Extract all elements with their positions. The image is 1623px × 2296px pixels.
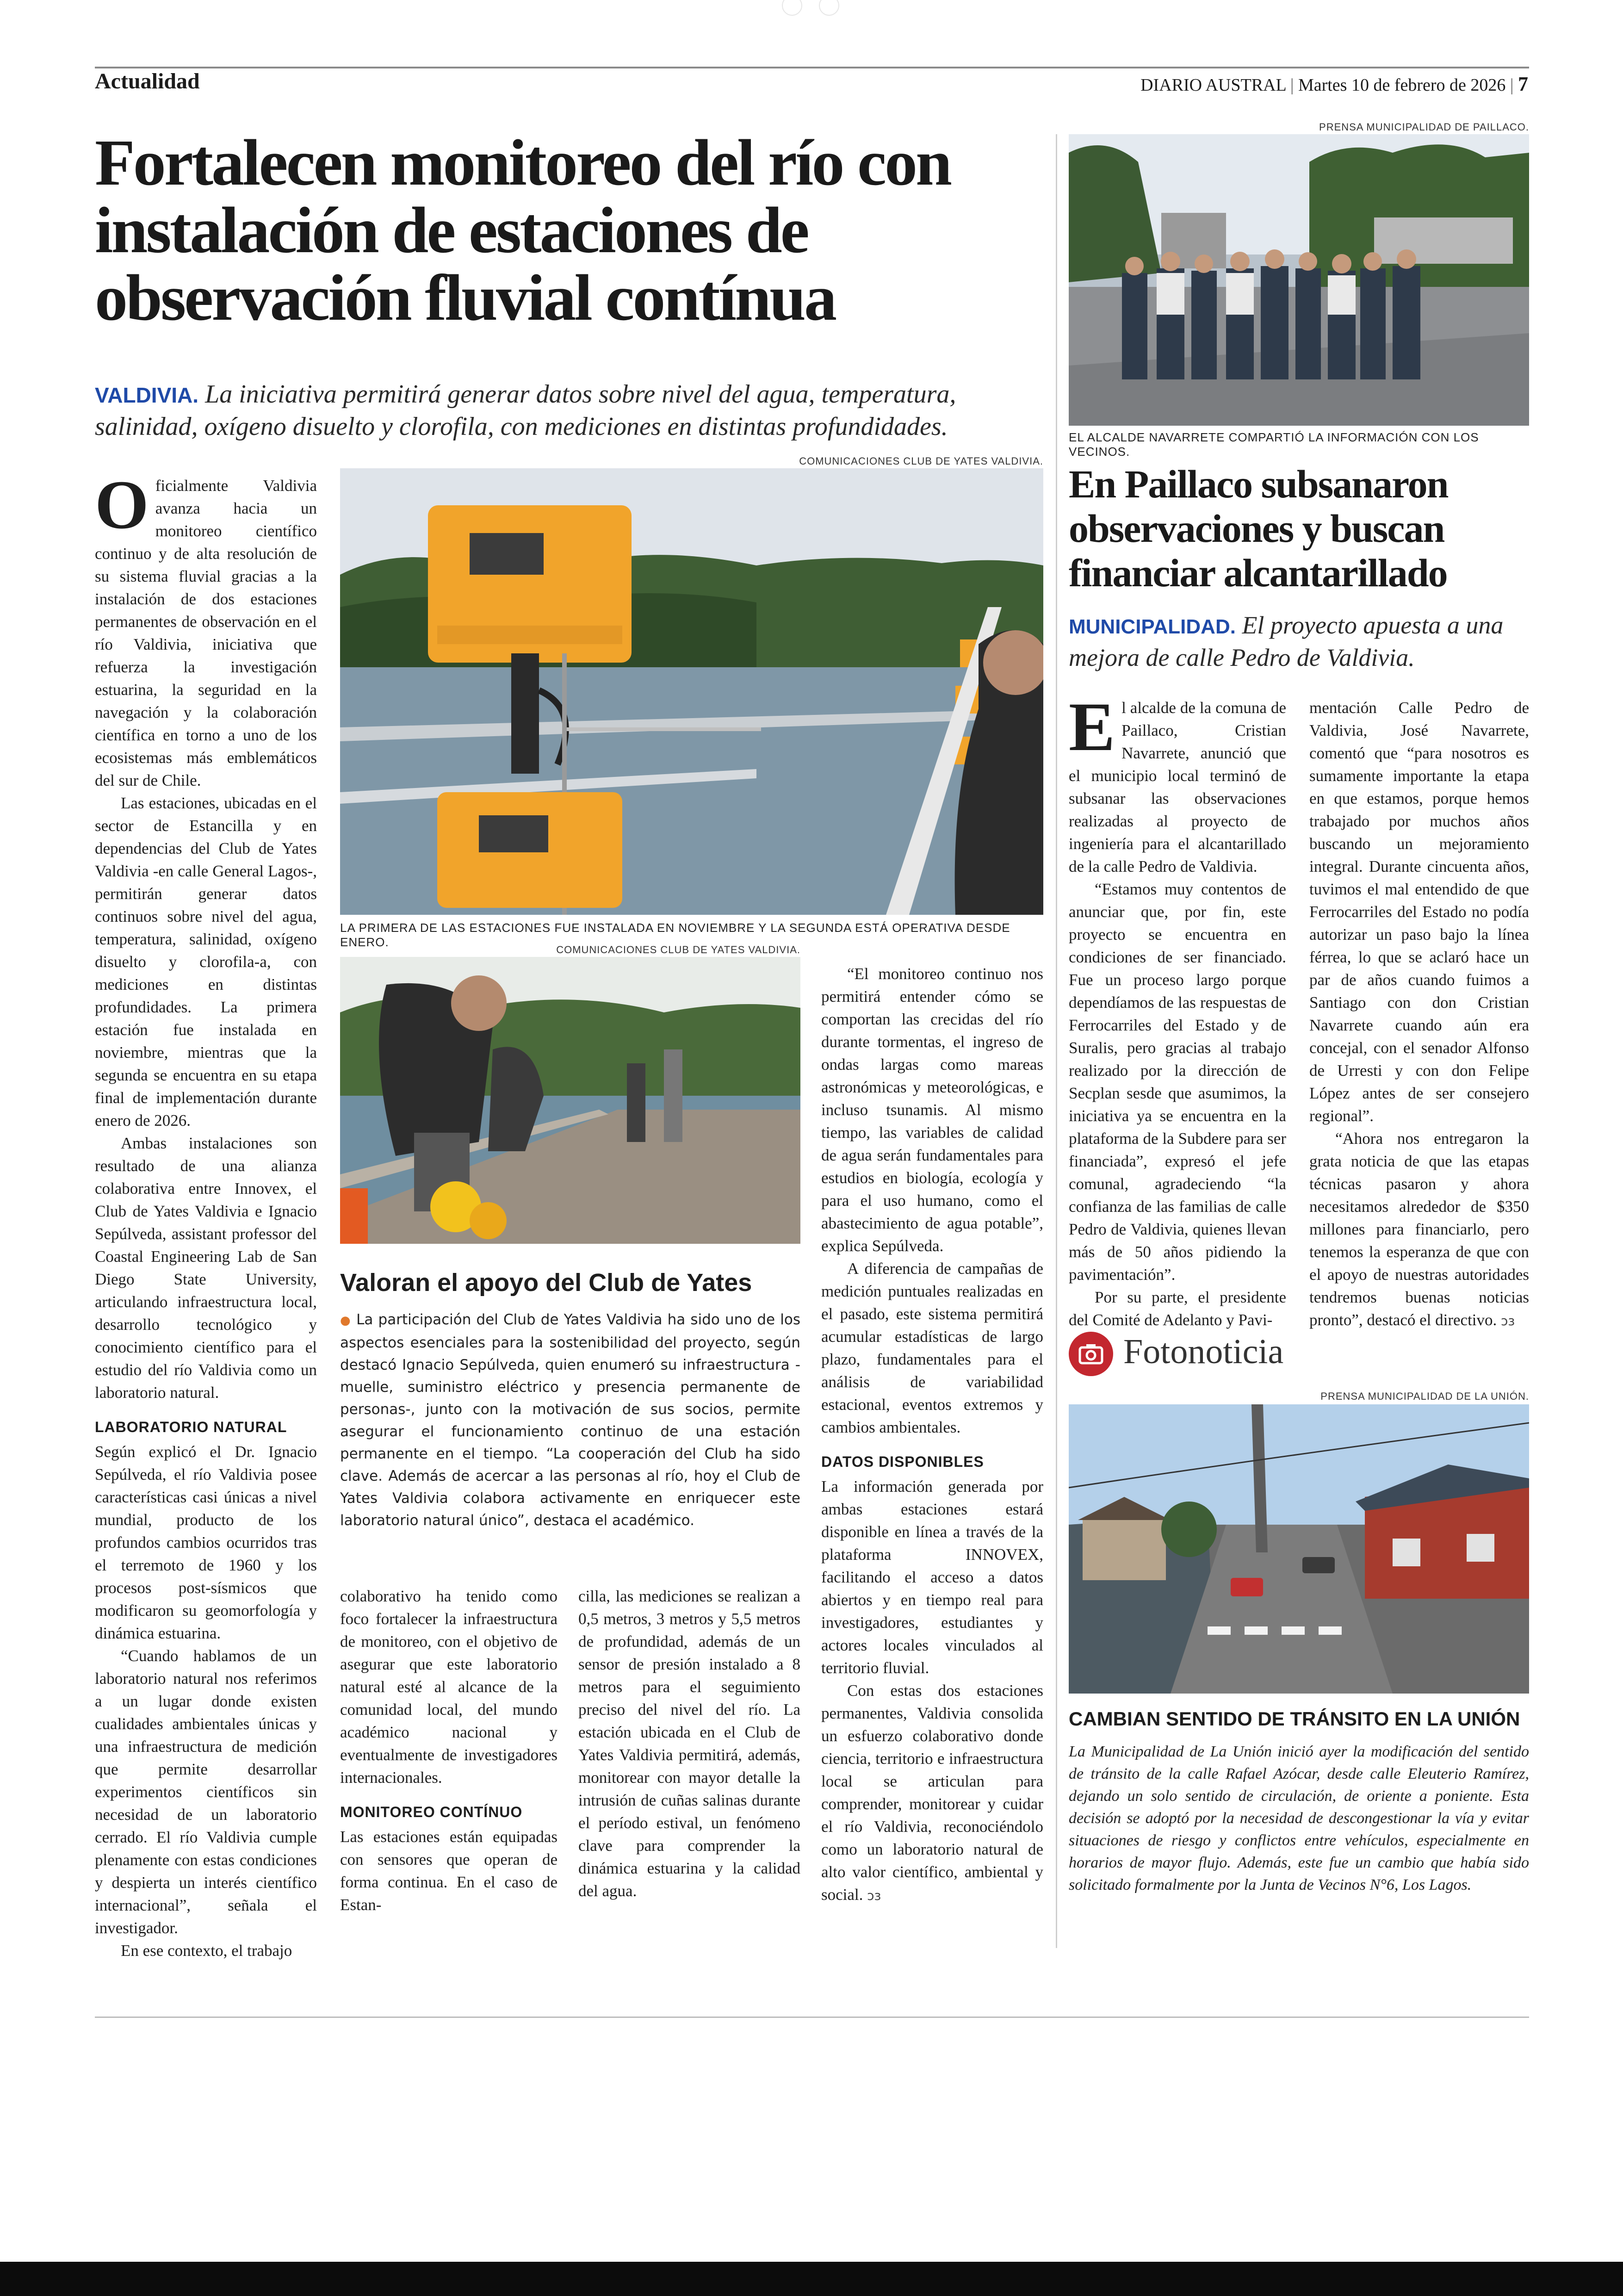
header-masthead: DIARIO AUSTRAL | Martes 10 de febrero de 2026 | 7 [1140,73,1528,95]
paillaco-photo-credit: PRENSA MUNICIPALIDAD DE PAILLACO. [1319,121,1529,133]
fotonoticia-header [1069,1328,1529,1374]
page-nav-dots [782,0,847,14]
paillaco-headline: En Paillaco subsanaron observaciones y buscan financiar alcantarillado [1069,462,1448,595]
photo1-credit: COMUNICACIONES CLUB DE YATES VALDIVIA. [799,455,1043,467]
main-column-1 [95,466,317,1962]
paillaco-deck [1069,610,1529,673]
paillaco-photo-caption: EL ALCALDE NAVARRETE COMPARTIÓ LA INFORMACIÓN CON LOS VECINOS. [1069,430,1479,459]
main-paragraph: En ese contexto, el trabajo [121,1942,292,1960]
nav-next-icon[interactable] [819,0,839,16]
footer-rule [95,2017,1529,2018]
main-lead-paragraph: Oficialmente Valdivia avanza hacia un monitoreo científico continuo y de alta resolución de su sistema fluvial gracias a la instalación de dos estaciones permanentes de observación en el río Valdivia, iniciativa que refuerza la investigación estuarina, la seguridad en la navegación y la colaboración científica en torno a uno de los ecosistemas más emblemáticos del sur de Chile. [95,466,317,789]
main-paragraph: Las estaciones, ubicadas en el sector de Estancilla y en dependencias del Club de Yates Valdivia -en calle General Lagos-, permitirán generar datos continuos sobre nivel del agua, temperatura, salinidad, oxígeno disuelto y clorofila-a, con mediciones en distintas profundidades. La primera estación fue instalada en noviembre, mientras que la segunda se encuentra en su etapa final de implementación durante enero de 2026. [95,794,317,1129]
main-headline: Fortalecen monitoreo del río con instalación de estaciones de observación fluvial contínua [95,126,950,334]
column-divider [1056,134,1057,1948]
paillaco-dropcap: E [1069,689,1115,765]
footer-bar [0,2262,1623,2296]
paillaco-paragraph: mentación Calle Pedro de Valdivia, José Navarrete, comentó que “para nosotros es sumamente importante la etapa en que estamos, porque hemos trabajado por muchos años buscando un mejoramiento integral. Durante cincuenta años, tuvimos el mal entendido de que Ferrocarriles del Estado no podía autorizar un paso bajo la línea férrea, lo que se aclaró hace un par de años cuando fuimos a Santiago con don Cristian Navarrete cuando aún era concejal, con el senador Alfonso de Urresti y con don Felipe López antes de ser consejero regional”. [1309,699,1529,1125]
photo-monitoring-stations [340,468,1043,915]
subhead-laboratorio: LABORATORIO NATURAL [95,1419,287,1435]
sidebar-text-block [340,1309,800,1532]
main-paragraph: “El monitoreo continuo nos permitirá entender cómo se comportan las crecidas del río durante tormentas, el ingreso de ondas largas como mareas astronómicas y meteorológicas, e incluso tsunamis. Al mismo tiempo, las variables de calidad de agua serán fundamentales para estudios en biología, ecología y para el uso humano, como el abastecimiento de agua potable”, explica Sepúlveda. [821,965,1043,1255]
paillaco-deck-text: El proyecto apuesta a una mejora de calle Pedro de Valdivia. [1069,611,1504,671]
main-paragraph: A diferencia de campañas de medición puntuales realizadas en el pasado, este sistema permitirá acumular estadísticas de largo plazo, fundamentales para el análisis de variabilidad estacional, eventos extremos y cambios ambientales. [821,1260,1043,1436]
main-column-4 [821,962,1043,1907]
main-paragraph: La información generada por ambas estaciones estará disponible en línea a través de la plataforma INNOVEX, facilitando el acceso a datos abiertos y en tiempo real para investigadores, estudiantes y actores locales vinculados al territorio fluvial. [821,1477,1043,1677]
photo-paillaco-group [1069,134,1529,426]
photo-club-de-yates [340,957,800,1244]
paillaco-lead-paragraph: El alcalde de la comuna de Paillaco, Cristian Navarrete, anunció que el municipio local terminó de subsanar las observaciones realizadas al proyecto de ingeniería para el alcantarillado de la calle Pedro de Valdivia. [1069,689,1286,875]
subhead-datos: DATOS DISPONIBLES [821,1453,984,1470]
main-paragraph: cilla, las mediciones se realizan a 0,5 metros, 3 metros y 5,5 metros de profundidad, además de un sensor de presión instalado a 8 metros para el seguimiento preciso del nivel del río. La estación ubicada en el Club de Yates Valdivia permitirá, además, monitorear con mayor detalle la intrusión de cuñas salinas durante el período estival, un fenómeno clave para comprender la dinámica estuarina y la calidad del agua. [578,1587,800,1900]
sidebar-text: La participación del Club de Yates Valdivia ha sido uno de los aspectos esenciales para la sostenibilidad del proyecto, según destacó Ignacio Sepúlveda, quien enumeró su infraestructura -muelle, suministro eléctrico y presencia permanente de personas-, junto con la motivación de sus socios, permite asegurar el funcionamiento continuo de una estación permanente en el tiempo. “La cooperación del Club ha sido clave. Además de acercar a las personas al río, hoy el Club de Yates Valdivia colabora activamente en enriquecer este laboratorio natural único”, destaca el académico. [340,1311,801,1529]
section-label: Actualidad [95,69,200,93]
header-top-rule [95,67,1529,68]
main-paragraph: Con estas dos estaciones permanentes, Valdivia consolida un esfuerzo colaborativo donde ciencia, territorio e infraestructura local se articulan para comprender, monitorear y cuidar el río Valdivia, reconociéndolo como un laboratorio natural de alto valor científico, ambiental y social. ↄɜ [821,1682,1043,1904]
main-paragraph: Las estaciones están equipadas con sensores que operan de forma continua. En el caso de Estan- [340,1828,558,1914]
camera-icon [1069,1332,1113,1376]
paillaco-column-1 [1069,689,1286,1331]
main-paragraph: Según explicó el Dr. Ignacio Sepúlveda, el río Valdivia posee características casi únicas a nivel mundial, producto de los profundos cambios ocurridos tras el terremoto de 1960 y los procesos post-sísmicos que modificaron su geomorfología y dinámica estuarina. [95,1443,317,1642]
paillaco-paragraph: “Ahora nos entregaron la grata noticia de que las etapas técnicas pasaron y ahora necesitamos alrededor de $350 millones para financiarlo, pero tenemos la esperanza de que con el apoyo de nuestras autoridades tendremos buenas noticias pronto”, destacó el directivo. ↄɜ [1309,1129,1529,1329]
end-mark-icon: ↄɜ [1501,1313,1515,1328]
page-number: 7 [1518,73,1528,95]
fotonoticia-text: La Municipalidad de La Unión inició ayer la modificación del sentido de tránsito de la calle Rafael Azócar, desde calle Eleuterio Ramírez, dejando un solo sentido de circulación, de oriente a poniente. Esta decisión se adoptó por la necesidad de descongestionar la vía y evitar situaciones de riesgo y conflictos entre vehículos, especialmente en horarios de mayor flujo. Además, este fue un cambio que había sido solicitado formalmente por la Junta de Vecinos N°6, Los Lagos. [1069,1743,1529,1893]
main-paragraph: colaborativo ha tenido como foco fortalecer la infraestructura de monitoreo, con el objetivo de asegurar que este laboratorio natural esté al alcance de la comunidad local, del mundo académico nacional y eventualmente de investigadores internacionales. [340,1587,558,1787]
paillaco-paragraph: Por su parte, el presidente del Comité de Adelanto y Pavi- [1069,1288,1286,1329]
deck-label: VALDIVIA. [95,383,199,407]
nav-prev-icon[interactable] [782,0,802,16]
main-column-3 [578,1585,800,1902]
main-deck [95,379,1034,442]
main-paragraph: Ambas instalaciones son resultado de una alianza colaborativa entre Innovex, el Club de Yates Valdivia e Ignacio Sepúlveda, assistant professor del Coastal Engineering Lab de San Diego State University, articulando infraestructura local, desarrollo tecnológico y conocimiento científico para el estudio del río Valdivia como un laboratorio natural. [95,1134,317,1402]
end-mark-icon: ↄɜ [867,1888,881,1903]
issue-date: Martes 10 de febrero de 2026 [1298,75,1506,95]
paillaco-paragraph: “Estamos muy contentos de anunciar que, por fin, este proyecto se encuentra en condiciones de ser financiado. Fue un proceso largo porque dependíamos de las respuestas de Ferrocarriles del Estado y de Suralis, pero gracias al trabajo realizado por la dirección de Secplan sesde que asumimos, la iniciativa ya se encuentra en la plataforma de la Subdere para ser financiada”, expresó el jefe comunal, agradeciendo “la confianza de las familias de calle Pedro de Valdivia, quienes llevan más de 50 años pidiendo la pavimentación”. [1069,880,1286,1284]
paillaco-column-2 [1309,696,1529,1332]
photo2-credit: COMUNICACIONES CLUB DE YATES VALDIVIA. [556,944,800,956]
fotonoticia-label: Fotonoticia [1123,1332,1284,1371]
deck-text: La iniciativa permitirá generar datos sobre nivel del agua, temperatura, salinidad, oxígeno disuelto y clorofila, con mediciones en distintas profundidades. [95,380,956,441]
paillaco-deck-label: MUNICIPALIDAD. [1069,615,1236,638]
paper-name: DIARIO AUSTRAL [1140,75,1286,95]
sidebar-title: Valoran el apoyo del Club de Yates [340,1269,752,1297]
main-paragraph: “Cuando hablamos de un laboratorio natural nos referimos a un lugar donde existen cualidades ambientales únicas y una infraestructura de medición que permite desarrollar experimentos científicos sin necesidad de un laboratorio cerrado. El río Valdivia cumple plenamente con estas condiciones y despierta un interés científico internacional”, señala el investigador. [95,1647,317,1937]
subhead-monitoreo: MONITOREO CONTÍNUO [340,1804,523,1820]
sidebar-bullet-icon: ● [340,1314,351,1328]
photo-la-union-street [1069,1404,1529,1694]
main-column-2 [340,1585,558,1916]
fotonoticia-photo-credit: PRENSA MUNICIPALIDAD DE LA UNIÓN. [1320,1390,1529,1402]
main-dropcap: O [95,466,149,543]
sidebar-box [340,1249,800,1550]
photo1-caption: LA PRIMERA DE LAS ESTACIONES FUE INSTALADA EN NOVIEMBRE Y LA SEGUNDA ESTÁ OPERATIVA DESDE ENERO. [340,921,1010,949]
fotonoticia-title: CAMBIAN SENTIDO DE TRÁNSITO EN LA UNIÓN [1069,1708,1520,1730]
